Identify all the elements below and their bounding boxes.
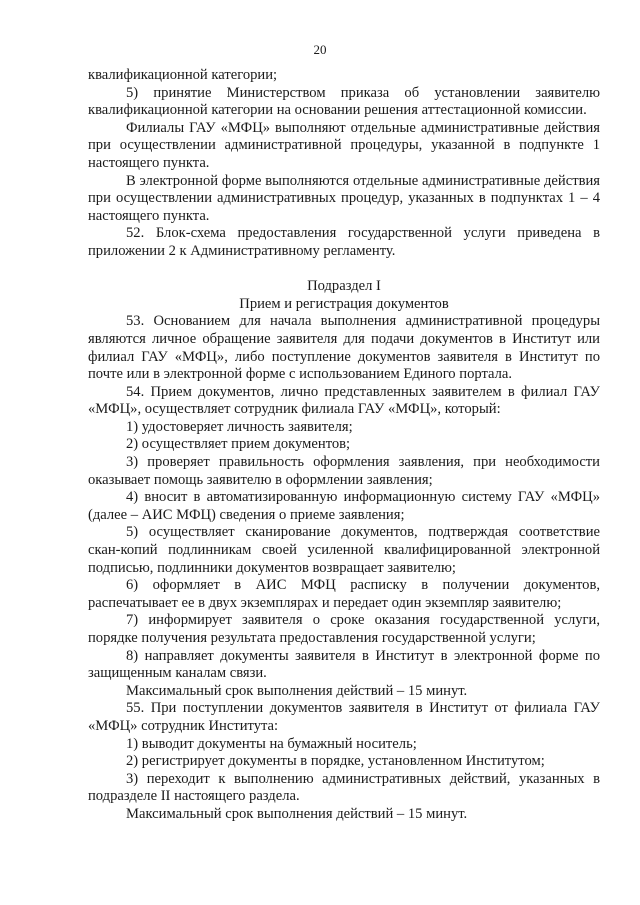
- paragraph: 7) информирует заявителя о сроке оказания государственной услуги, порядке получения результата предоставления государственной услуги;: [88, 612, 600, 646]
- paragraph: 55. При поступлении документов заявителя в Институт от филиала ГАУ «МФЦ» сотрудник Института:: [88, 700, 600, 734]
- paragraph: 2) регистрирует документы в порядке, установленном Институтом;: [126, 753, 545, 770]
- paragraph: 8) направляет документы заявителя в Институт в электронной форме по защищенным каналам связи.: [88, 647, 600, 682]
- section-spacer: [88, 261, 600, 279]
- page-number: 20: [313, 42, 327, 57]
- section-heading: Прием и регистрация документов: [239, 295, 449, 312]
- paragraph: 2) осуществляет прием документов;: [126, 436, 351, 453]
- paragraph: Филиалы ГАУ «МФЦ» выполняют отдельные административные действия при осуществлении административной процедуры, указанной в подпункте 1 настоящего пункта.: [88, 119, 600, 171]
- paragraph: В электронной форме выполняются отдельные административные действия при осуществлении административных процедур, указанных в подпунктах 1 – 4 настоящего пункта.: [88, 172, 600, 224]
- paragraph: 54. Прием документов, лично представленных заявителем в филиал ГАУ «МФЦ», осуществляет сотрудник филиала ГАУ «МФЦ», который:: [88, 383, 600, 418]
- paragraph: 3) переходит к выполнению административных действий, указанных в подразделе II настоящего раздела.: [88, 770, 600, 805]
- document-body: [88, 67, 600, 824]
- paragraph: Максимальный срок выполнения действий – 15 минут.: [126, 682, 468, 699]
- paragraph: 53. Основанием для начала выполнения административной процедуры являются личное обращение заявителя для подачи документов в Институт или филиал ГАУ «МФЦ», либо поступление документов заявителя в Институт по почте или в электронной форме с использованием Единого портала.: [88, 313, 600, 383]
- paragraph: 6) оформляет в АИС МФЦ расписку в получении документов, распечатывает ее в двух экземплярах и передает один экземпляр заявителю;: [88, 577, 600, 611]
- section-heading: Подраздел I: [307, 278, 381, 295]
- paragraph: 3) проверяет правильность оформления заявления, при необходимости оказывает помощь заявителю в оформлении заявления;: [88, 454, 600, 488]
- paragraph: 5) осуществляет сканирование документов, подтверждая соответствие скан-копий подлинникам своей усиленной квалифицированной электронной подписью, подлинники документов возвращает заявителю;: [88, 524, 600, 576]
- paragraph: 1) удостоверяет личность заявителя;: [126, 418, 353, 435]
- paragraph: 4) вносит в автоматизированную информационную систему ГАУ «МФЦ» (далее – АИС МФЦ) сведения о приеме заявления;: [88, 489, 600, 523]
- paragraph: 1) выводит документы на бумажный носитель;: [126, 735, 417, 752]
- paragraph: квалификационной категории;: [88, 67, 278, 83]
- paragraph: 52. Блок-схема предоставления государственной услуги приведена в приложении 2 к Административному регламенту.: [88, 225, 600, 259]
- paragraph: Максимальный срок выполнения действий – 15 минут.: [126, 805, 468, 822]
- paragraph: 5) принятие Министерством приказа об установлении заявителю квалификационной категории на основании решения аттестационной комиссии.: [88, 84, 600, 119]
